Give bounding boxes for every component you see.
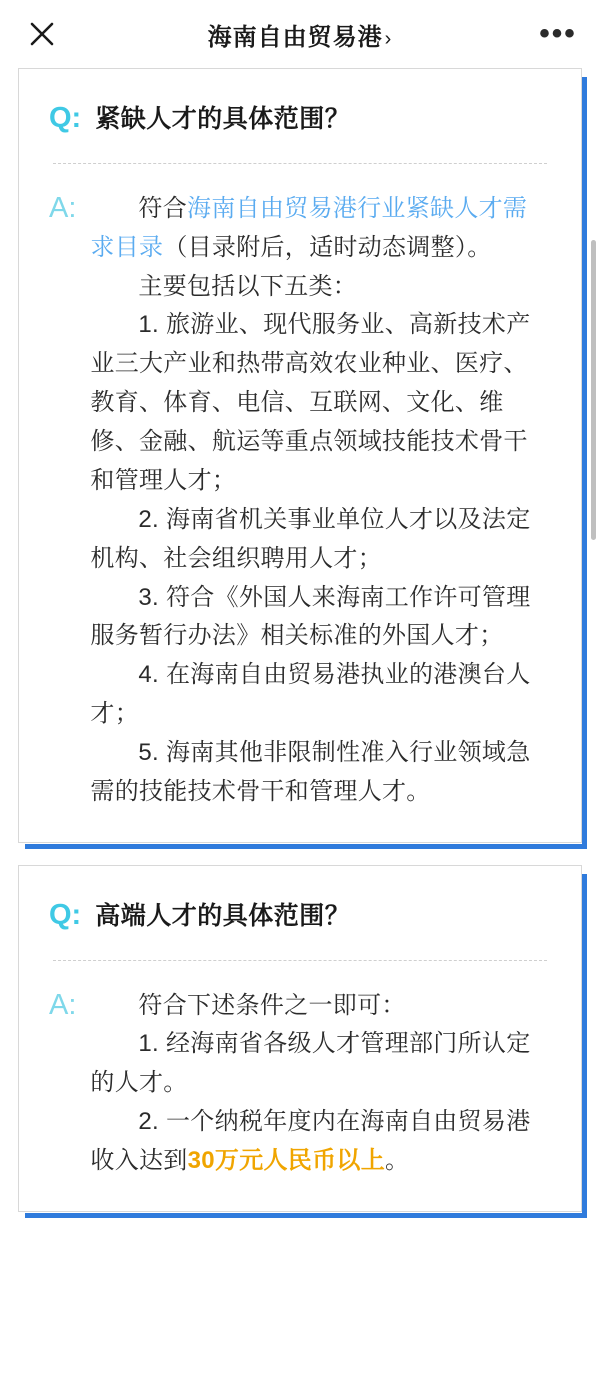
answer-text: 2. 海南省机关事业单位人才以及法定机构、社会组织聘用人才； [90,505,531,572]
question-row [49,103,551,137]
answer-text: 1. 经海南省各级人才管理部门所认定的人才。 [90,1030,531,1097]
page-title-text: 海南自由贸易港 [207,23,383,51]
answer-paragraph [90,579,551,657]
answer-paragraph [90,987,551,1026]
answer-body [90,987,551,1181]
answer-text: 4. 在海南自由贸易港执业的港澳台人才； [90,661,531,728]
answer-text: 2. 一个纳税年度内在海南自由贸易港收入达到 [90,1108,531,1174]
faq-card [18,68,582,843]
answer-text: 。 [385,1147,410,1174]
app-header [0,0,600,68]
answer-paragraph [90,734,551,812]
answer-row [49,190,551,812]
answer-paragraph [90,1103,551,1181]
answer-paragraph [90,306,551,500]
answer-row [49,987,551,1181]
highlighted-amount: 30万元人民币以上 [187,1147,386,1174]
answer-text: 5. 海南其他非限制性准入行业领域急需的技能技术骨干和管理人才。 [90,739,531,805]
inline-link[interactable]: 海南自由贸易港行业紧缺人才需求目录 [90,194,528,261]
answer-text: 1. 旅游业、现代服务业、高新技术产业三大产业和热带高效农业种业、医疗、教育、体育、电信、互联网、文化、维修、金融、航运等重点领域技能技术骨干和管理人才； [90,311,531,494]
divider [53,960,547,961]
answer-marker: A: [49,988,77,1021]
answer-marker: A: [49,191,77,224]
scrollbar[interactable] [591,240,596,540]
answer-text: 3. 符合《外国人来海南工作许可管理服务暂行办法》相关标准的外国人才； [90,583,531,650]
page-title [0,17,600,52]
faq-card-body [18,865,582,1212]
more-icon: ••• [539,17,577,50]
question-marker: Q: [49,102,82,134]
more-options-button[interactable] [538,14,578,54]
question-row [49,900,551,934]
answer-paragraph [90,190,551,268]
answer-paragraph [90,1025,551,1103]
answer-text: （目录附后，适时动态调整）。 [163,233,492,261]
chevron-right-icon: › [384,27,393,50]
answer-body [90,190,551,812]
divider [53,163,547,164]
question-text: 紧缺人才的具体范围？ [95,105,351,133]
answer-paragraph [90,501,551,579]
answer-text: 主要包括以下五类： [138,272,358,300]
answer-text: 符合下述条件之一即可： [138,991,406,1019]
question-marker: Q: [49,898,82,931]
faq-list [0,68,600,1212]
answer-paragraph [90,268,551,307]
question-text: 高端人才的具体范围？ [95,901,351,930]
answer-text: 符合 [138,194,188,222]
answer-paragraph [90,656,551,734]
faq-card-body [18,68,582,843]
faq-card [18,865,582,1212]
close-icon[interactable] [22,14,62,54]
